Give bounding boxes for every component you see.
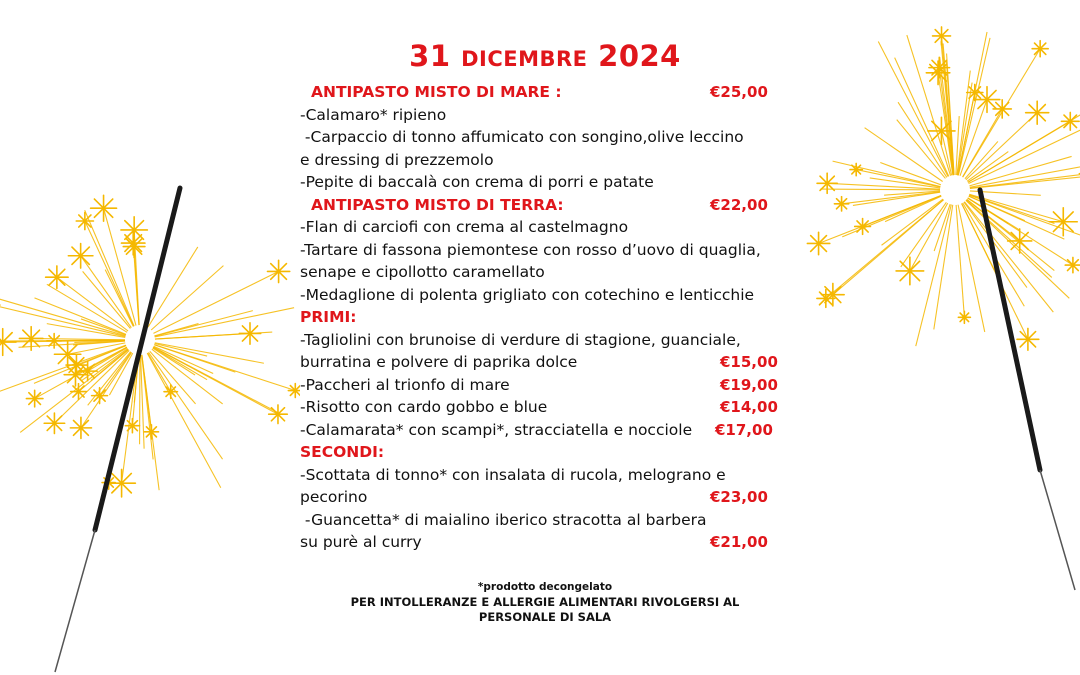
spark-star-icon — [108, 469, 135, 496]
spark-star-icon — [933, 27, 951, 45]
spark-star-icon — [121, 217, 147, 243]
spark-star-icon — [822, 283, 845, 306]
spark-burst — [0, 208, 295, 490]
spark-star-icon — [121, 231, 144, 254]
menu-item: -Tagliolini con brunoise di verdure di stagione, guanciale, — [300, 330, 741, 349]
section-antipasto-mare: ANTIPASTO MISTO DI MARE : €25,00 — [300, 81, 790, 104]
menu-item: -Medaglione di polenta grigliato con cotechino e lenticchie — [300, 285, 755, 304]
price: €15,00 — [720, 353, 778, 371]
sparkler-right — [790, 0, 1080, 675]
spark-star-icon — [1061, 112, 1079, 130]
spark-star-icon — [817, 173, 837, 193]
spark-star-icon — [850, 163, 862, 175]
spark-star-icon — [0, 329, 16, 356]
sparkler-stick — [980, 190, 1040, 470]
spark-star-icon — [817, 289, 835, 307]
spark-star-icon — [1008, 229, 1032, 253]
spark-star-icon — [19, 327, 43, 351]
price: €21,00 — [710, 533, 768, 551]
spark-star-icon — [46, 266, 68, 288]
spark-star-icon — [855, 219, 871, 235]
menu-item: su purè al curry €21,00 — [300, 531, 790, 554]
menu-item: e dressing di prezzemolo — [300, 150, 494, 169]
spark-star-icon — [164, 385, 177, 398]
menu-item: -Paccheri al trionfo di mare €19,00 — [300, 374, 790, 397]
spark-star-icon — [928, 117, 955, 144]
spark-star-icon — [144, 425, 158, 439]
spark-burst — [819, 32, 1080, 346]
spark-star-icon — [239, 323, 260, 344]
price-antipasto-terra: €22,00 — [710, 195, 768, 214]
allergy-notice-2: PERSONALE DI SALA — [478, 610, 612, 624]
spark-star-icon — [125, 419, 139, 433]
spark-star-icon — [967, 84, 983, 100]
section-primi: PRIMI: — [300, 308, 357, 326]
decongelato-note: *prodotto decongelato — [477, 581, 613, 593]
spark-star-icon — [76, 212, 93, 229]
page-title: 31 DICEMBRE 2024 — [409, 39, 681, 73]
spark-star-icon — [269, 405, 288, 424]
spark-star-icon — [92, 388, 108, 404]
sparkler-left — [0, 0, 300, 675]
menu-item: -Carpaccio di tonno affumicato con songino,olive leccino — [300, 128, 744, 146]
spark-star-icon — [1017, 328, 1039, 350]
spark-star-icon — [807, 232, 829, 254]
spark-star-icon — [66, 355, 87, 376]
sparkler-wire — [1040, 470, 1075, 590]
menu-item: -Tartare di fassona piemontese con rosso d’uovo di quaglia, — [300, 240, 761, 259]
menu-item: -Risotto con cardo gobbo e blue €14,00 — [300, 396, 790, 419]
menu-item: pecorino €23,00 — [300, 486, 790, 509]
spark-star-icon — [288, 384, 300, 398]
menu-item: burratina e polvere di paprika dolce €15,00 — [300, 351, 790, 374]
menu-item: -Guancetta* di maialino iberico stracotta al barbera — [300, 510, 707, 529]
menu-item: -Scottata di tonno* con insalata di rucola, melograno e — [300, 465, 726, 484]
spark-star-icon — [958, 311, 970, 323]
spark-star-icon — [267, 260, 289, 282]
section-secondi: SECONDI: — [300, 443, 385, 461]
spark-star-icon — [834, 197, 848, 211]
spark-star-icon — [68, 243, 93, 268]
spark-star-icon — [71, 384, 87, 400]
spark-star-icon — [44, 413, 64, 433]
price: €19,00 — [720, 375, 778, 394]
spark-star-icon — [926, 61, 949, 84]
price-antipasto-mare: €25,00 — [710, 83, 768, 101]
menu-item: -Calamarata* con scampi*, stracciatella e nocciole €17,00 — [300, 419, 790, 442]
spark-star-icon — [993, 100, 1011, 118]
price: €17,00 — [715, 420, 773, 439]
spark-star-icon — [1049, 208, 1077, 236]
price: €23,00 — [710, 488, 768, 506]
spark-star-icon — [1032, 41, 1048, 57]
spark-star-icon — [1026, 101, 1049, 124]
spark-star-icon — [26, 390, 42, 406]
menu-item: -Flan di carciofi con crema al castelmagno — [300, 218, 629, 236]
spark-star-icon — [896, 257, 924, 285]
allergy-notice: PER INTOLLERANZE E ALLERGIE ALIMENTARI RIVOLGERSI AL — [350, 595, 740, 609]
price: €14,00 — [720, 398, 778, 416]
section-antipasto-terra: ANTIPASTO MISTO DI TERRA: €22,00 — [300, 194, 790, 217]
menu — [300, 40, 790, 554]
menu-item: -Pepite di baccalà con crema di porri e patate — [300, 173, 654, 191]
menu-item: senape e cipollotto caramellato — [300, 263, 545, 281]
spark-star-icon — [70, 417, 91, 438]
footer-note — [300, 580, 790, 625]
menu-item: -Calamaro* ripieno — [300, 105, 447, 124]
spark-star-icon — [1065, 257, 1080, 272]
sparkler-wire — [55, 530, 95, 672]
spark-star-icon — [91, 195, 117, 221]
